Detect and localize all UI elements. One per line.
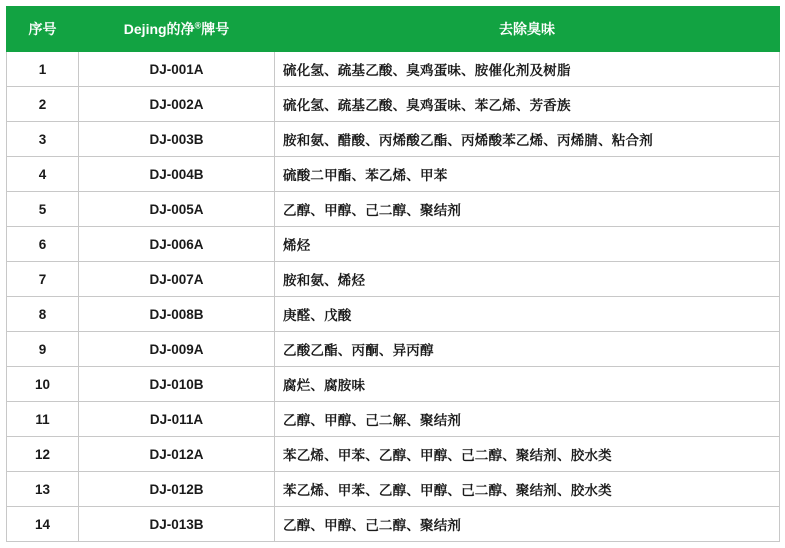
cell-index: 4 <box>7 157 79 192</box>
cell-odor: 硫化氢、疏基乙酸、臭鸡蛋味、苯乙烯、芳香族 <box>275 87 780 122</box>
table-row <box>7 122 780 157</box>
cell-index: 6 <box>7 227 79 262</box>
cell-grade: DJ-009A <box>79 332 275 367</box>
table-row <box>7 472 780 507</box>
cell-grade: DJ-001A <box>79 52 275 87</box>
cell-index: 3 <box>7 122 79 157</box>
table-row <box>7 367 780 402</box>
cell-grade: DJ-003B <box>79 122 275 157</box>
table-row <box>7 52 780 87</box>
cell-grade: DJ-007A <box>79 262 275 297</box>
cell-grade: DJ-013B <box>79 507 275 542</box>
cell-grade: DJ-006A <box>79 227 275 262</box>
table-row <box>7 507 780 542</box>
cell-index: 7 <box>7 262 79 297</box>
cell-grade: DJ-012A <box>79 437 275 472</box>
cell-index: 10 <box>7 367 79 402</box>
cell-index: 2 <box>7 87 79 122</box>
cell-odor: 烯烃 <box>275 227 780 262</box>
cell-grade: DJ-012B <box>79 472 275 507</box>
cell-odor: 乙醇、甲醇、己二醇、聚结剂 <box>275 192 780 227</box>
table-row <box>7 437 780 472</box>
column-header-grade-suffix: 牌号 <box>201 21 230 37</box>
cell-index: 5 <box>7 192 79 227</box>
cell-grade: DJ-002A <box>79 87 275 122</box>
table-row <box>7 297 780 332</box>
cell-grade: DJ-005A <box>79 192 275 227</box>
table-row <box>7 332 780 367</box>
cell-odor: 苯乙烯、甲苯、乙醇、甲醇、己二醇、聚结剂、胶水类 <box>275 437 780 472</box>
table-row <box>7 87 780 122</box>
cell-odor: 硫酸二甲酯、苯乙烯、甲苯 <box>275 157 780 192</box>
cell-odor: 苯乙烯、甲苯、乙醇、甲醇、己二醇、聚结剂、胶水类 <box>275 472 780 507</box>
cell-index: 8 <box>7 297 79 332</box>
column-header-grade <box>79 7 275 52</box>
cell-index: 14 <box>7 507 79 542</box>
table-row <box>7 262 780 297</box>
cell-grade: DJ-011A <box>79 402 275 437</box>
column-header-grade-prefix: Dejing的净 <box>123 21 195 37</box>
table-body <box>7 52 780 542</box>
cell-odor: 庚醛、戊酸 <box>275 297 780 332</box>
cell-odor: 腐烂、腐胺味 <box>275 367 780 402</box>
column-header-index: 序号 <box>7 7 79 52</box>
cell-index: 13 <box>7 472 79 507</box>
cell-grade: DJ-004B <box>79 157 275 192</box>
cell-index: 1 <box>7 52 79 87</box>
table-row <box>7 227 780 262</box>
table-header <box>7 7 780 52</box>
product-table <box>6 6 780 542</box>
cell-odor: 胺和氨、醋酸、丙烯酸乙酯、丙烯酸苯乙烯、丙烯腈、粘合剂 <box>275 122 780 157</box>
cell-index: 9 <box>7 332 79 367</box>
cell-index: 12 <box>7 437 79 472</box>
cell-odor: 硫化氢、疏基乙酸、臭鸡蛋味、胺催化剂及树脂 <box>275 52 780 87</box>
cell-index: 11 <box>7 402 79 437</box>
column-header-odor: 去除臭味 <box>275 7 780 52</box>
table-row <box>7 157 780 192</box>
table-row <box>7 402 780 437</box>
cell-grade: DJ-010B <box>79 367 275 402</box>
registered-trademark-icon: ® <box>194 20 202 31</box>
table-row <box>7 192 780 227</box>
cell-grade: DJ-008B <box>79 297 275 332</box>
cell-odor: 乙醇、甲醇、己二醇、聚结剂 <box>275 507 780 542</box>
cell-odor: 胺和氨、烯烃 <box>275 262 780 297</box>
cell-odor: 乙醇、甲醇、己二解、聚结剂 <box>275 402 780 437</box>
cell-odor: 乙酸乙酯、丙酮、异丙醇 <box>275 332 780 367</box>
table-header-row <box>7 7 780 52</box>
